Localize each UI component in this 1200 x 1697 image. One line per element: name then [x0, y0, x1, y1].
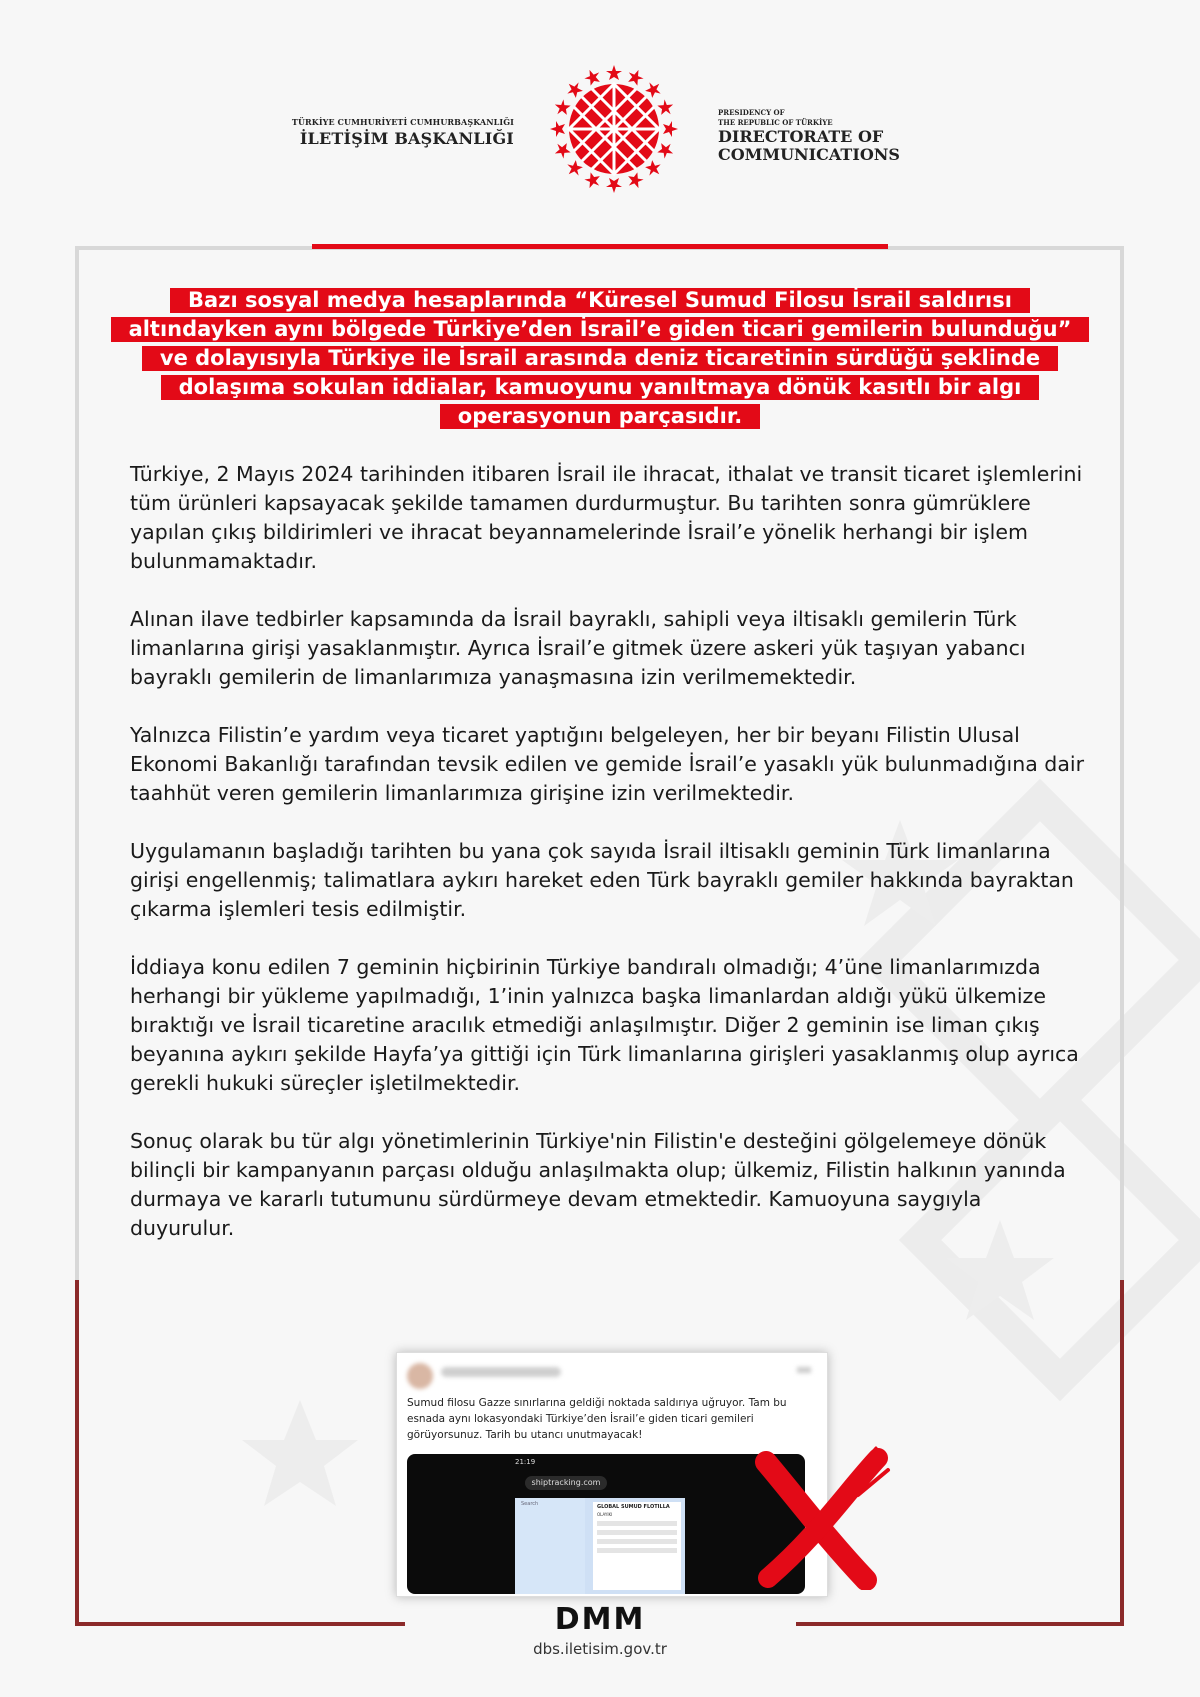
frame-top-accent	[312, 244, 888, 249]
panel-row	[597, 1539, 677, 1544]
headline-line: operasyonun parçasıdır.	[440, 404, 760, 429]
phone-time: 21:19	[515, 1458, 536, 1466]
letterhead-right	[718, 108, 958, 164]
frame-left	[75, 246, 79, 1280]
blurred-username	[441, 1367, 561, 1377]
frame-left-lower	[75, 1280, 79, 1626]
org-title-en-2: COMMUNICATIONS	[718, 145, 900, 164]
panel-row	[597, 1530, 677, 1535]
org-subtitle-tr: TÜRKİYE CUMHURİYETİ CUMHURBAŞKANLIĞI	[291, 117, 514, 127]
headline	[100, 288, 1100, 433]
map-search: Search	[521, 1501, 539, 1507]
frame-bottom-right	[796, 1622, 1124, 1626]
frame-right-lower	[1120, 1280, 1124, 1626]
headline-line: Bazı sosyal medya hesaplarında “Küresel Sumud Filosu İsrail saldırısı	[170, 288, 1030, 313]
panel-label: OLAYIKI	[597, 1512, 613, 1517]
headline-line: altındayken aynı bölgede Türkiye’den İsrail’e giden ticari gemilerin bulunduğu”	[111, 317, 1090, 342]
letterhead-left	[250, 117, 514, 148]
paragraph: Alınan ilave tedbirler kapsamında da İsrail bayraklı, sahipli veya iltisaklı gemilerin Türk limanlarına girişi yasaklanmıştır. Ayrıca İsrail’e gitmek üzere askeri yük taşıyan yabancı bayraklı gemilerin de limanlarımıza yanaşmasına izin verilmemektedir.	[130, 607, 1026, 689]
info-panel	[593, 1502, 681, 1590]
headline-line: ve dolayısıyla Türkiye ile İsrail arasında deniz ticaretinin sürdüğü şeklinde	[142, 346, 1058, 371]
post-image	[407, 1454, 805, 1594]
org-title-tr: İLETİŞİM BAŞKANLIĞI	[299, 129, 514, 148]
panel-row	[597, 1548, 677, 1553]
paragraph: Sonuç olarak bu tür algı yönetimlerinin Türkiye'nin Filistin'e desteğini gölgelemeye dönük bilinçli bir kampanyanın parçası olduğu anlaşılmakta olup; ülkemiz, Filistin halkının yanında durmaya ve kararlı tutumunu sürdürmeye devam etmektedir. Kamuoyuna saygıyla duyurulur.	[130, 1129, 1066, 1240]
paragraph: İddiaya konu edilen 7 geminin hiçbirinin Türkiye bandıralı olmadığı; 4’üne limanlarımızda herhangi bir yükleme yapılmadığı, 1’inin yalnızca başka limanlardan aldığı yükü ülkemize bıraktığı ve İsrail ticaretine aracılık etmediği anlaşılmıştır. Diğer 2 geminin ise liman çıkış beyanına aykırı şekilde Hayfa’ya gittiği için Türk limanlarına girişleri yasaklanmış olup ayrıca gerekli hukuki süreçler işletilmektedir.	[130, 955, 1079, 1095]
org-subtitle-en-1: PRESIDENCY OF	[718, 108, 785, 117]
paragraph: Uygulamanın başladığı tarihten bu yana çok sayıda İsrail iltisaklı geminin Türk limanlarına girişi engellenmiş; talimatlara aykırı hareket eden Türk bayraklı gemiler hakkında bayraktan çıkarma işlemleri tesis edilmiştir.	[130, 839, 1074, 921]
paragraph: Türkiye, 2 Mayıs 2024 tarihinden itibaren İsrail ile ihracat, ithalat ve transit ticaret işlemlerini tüm ürünleri kapsayacak şekilde tamamen durdurmuştur. Bu tarihten sonra gümrüklere yapılan çıkış bildirimleri ve ihracat beyannamelerinde İsrail’e yönelik herhangi bir işlem bulunmamaktadır.	[130, 462, 1083, 573]
headline-line: dolaşıma sokulan iddialar, kamuoyunu yanıltmaya dönük kasıtlı bir algı	[161, 375, 1040, 400]
frame-right	[1120, 246, 1124, 1280]
org-subtitle-en-2: THE REPUBLIC OF TÜRKİYE	[718, 118, 833, 127]
red-x-cross-icon	[748, 1440, 898, 1590]
statement-body	[130, 460, 1090, 1272]
map-screen	[515, 1498, 685, 1594]
panel-row	[597, 1521, 677, 1526]
dmm-logo: DMM	[554, 1602, 646, 1637]
panel-title: GLOBAL SUMUD FLOTILLA	[597, 1504, 670, 1510]
frame-bottom-left	[75, 1622, 405, 1626]
presidential-seal-icon	[545, 60, 683, 198]
post-header	[407, 1361, 817, 1391]
org-title-en-1: DIRECTORATE OF	[718, 127, 884, 146]
map-area	[515, 1498, 585, 1594]
blurred-avatar	[407, 1363, 433, 1389]
blurred-menu	[797, 1367, 811, 1373]
post-text: Sumud filosu Gazze sınırlarına geldiği noktada saldırıya uğruyor. Tam bu esnada aynı lokasyondaki Türkiye’den İsrail’e giden ticari gemileri görüyorsunuz. Tarih bu utancı unutmayacak!	[407, 1397, 787, 1441]
letterhead	[0, 60, 1200, 210]
phone-status-bar	[515, 1458, 685, 1470]
phone-url-bar: shiptracking.com	[525, 1476, 607, 1490]
footer-url[interactable]: dbs.iletisim.gov.tr	[533, 1640, 667, 1658]
paragraph: Yalnızca Filistin’e yardım veya ticaret yaptığını belgeleyen, her bir beyanı Filistin Ulusal Ekonomi Bakanlığı tarafından tevsik edilen ve gemide İsrail’e yasaklı yük bulunmadığına dair taahhüt veren gemilerin limanlarımıza girişine izin verilmektedir.	[130, 723, 1085, 805]
